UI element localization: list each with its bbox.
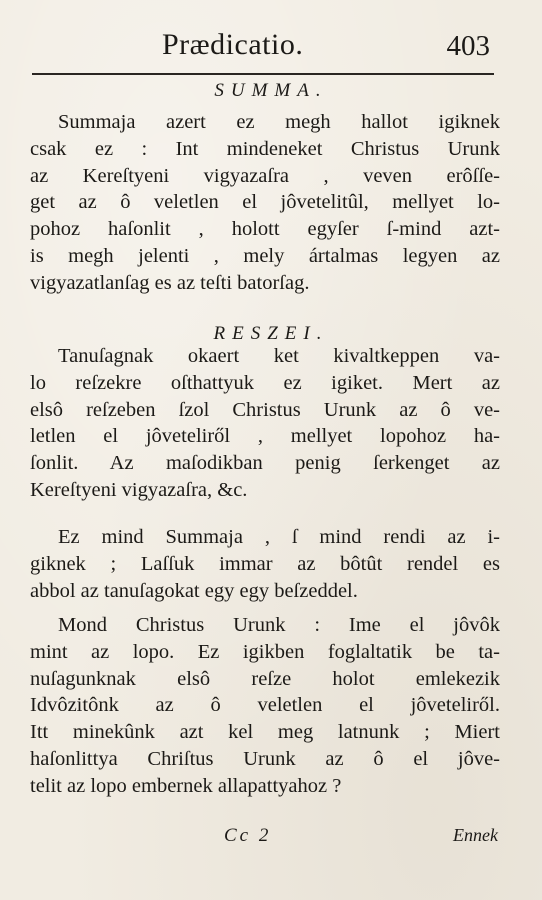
text-line: haſonlittya Chriſtus Urunk az ô el jôve- <box>30 747 500 770</box>
text-line: Ez mind Summaja , ſ mind rendi az i- <box>58 526 500 548</box>
text-line: get az ô veletlen el jôvetelitûl, mellyet lo- <box>30 191 500 214</box>
paragraph-three <box>30 524 500 604</box>
section-heading-reszei: RESZEI. <box>213 323 329 344</box>
text-line: nuſagunknak elsô reſze holot emlekezik <box>30 667 500 690</box>
text-line: Mond Christus Urunk : Ime el jôvôk <box>58 614 500 636</box>
summa-paragraph <box>30 109 500 297</box>
text-line: Itt minekûnk azt kel meg latnunk ; Miert <box>30 721 500 744</box>
text-line: csak ez : Int mindeneket Christus Urunk <box>30 137 500 160</box>
text-line: elsô reſzeben ſzol Christus Urunk az ô ve- <box>30 398 500 421</box>
text-line: Tanuſagnak okaert ket kivaltkeppen va- <box>58 345 500 367</box>
signature-mark: Cc 2 <box>224 825 272 846</box>
reszei-paragraph <box>30 343 500 504</box>
text-line: mint az lopo. Ez igikben foglaltatik be ta- <box>30 640 500 663</box>
running-title: Prædicatio. <box>162 28 304 61</box>
section-heading-summa: SUMMA. <box>214 80 328 101</box>
text-line: ſonlit. Az maſodikban penig ſerkenget az <box>30 452 500 475</box>
text-line: Kereſtyeni vigyazaſra, &c. <box>30 478 248 501</box>
text-line: giknek ; Laſſuk immar az bôtût rendel es <box>30 552 500 575</box>
running-header <box>30 26 512 72</box>
text-line: Idvôzitônk az ô veletlen el jôveteliről. <box>30 694 500 717</box>
text-line: vigyazatlanſag es az teſti batorſag. <box>30 271 310 294</box>
text-line: pohoz haſonlit , holott egyſer ſ-mind azt- <box>30 218 500 241</box>
paragraph-four <box>30 612 500 800</box>
page-number: 403 <box>446 30 490 62</box>
text-line: Summaja azert ez megh hallot igiknek <box>58 111 500 133</box>
text-line: az Kereſtyeni vigyazaſra , veven erôſſe- <box>30 164 500 187</box>
text-line: lo reſzekre oſthattyuk ez igiket. Mert az <box>30 371 500 394</box>
text-line: telit az lopo embernek allapattyahoz ? <box>30 774 342 797</box>
text-line: is megh jelenti , mely ártalmas legyen az <box>30 244 500 267</box>
catchword: Ennek <box>453 825 498 845</box>
text-line: letlen el jôveteliről , mellyet lopohoz ha- <box>30 425 500 448</box>
header-rule <box>32 73 494 75</box>
text-line: abbol az tanuſagokat egy egy beſzeddel. <box>30 579 358 602</box>
